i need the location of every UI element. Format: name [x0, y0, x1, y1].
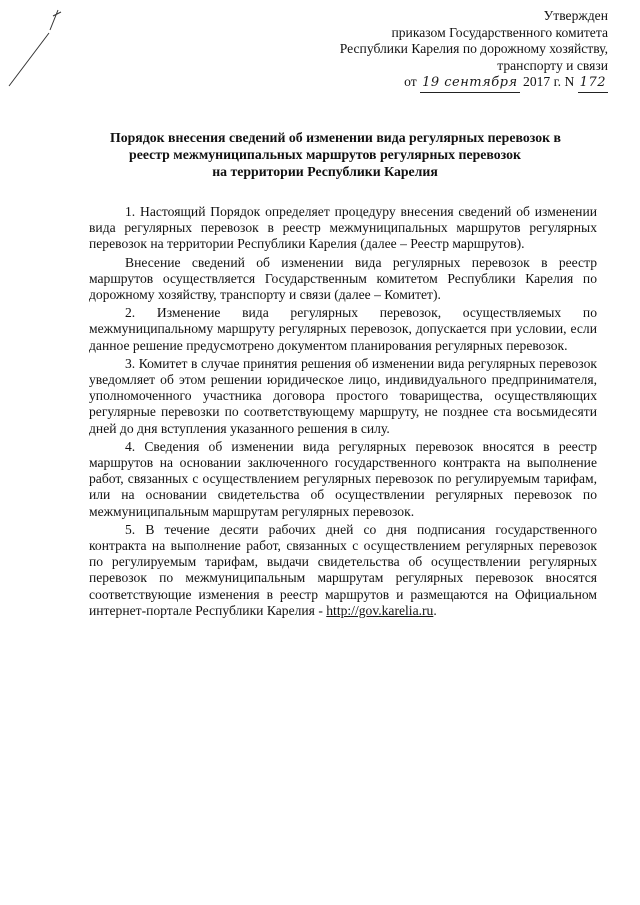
paragraph: Внесение сведений об изменении вида регулярных перевозок в реестр маршрутов осуществляется Государственным комитетом Республики Карелия по дорожному хозяйству, транспорту и связи (далее – Комитет). [89, 254, 597, 303]
paragraph-text: 5. В течение десяти рабочих дней со дня подписания государственного контракта на выполнение работ, связанных с осуществлением регулярных перевозок по регулируемым тарифам, выдачи свидетельства об осуществлении регулярных перевозок по межмуниципальным маршрутам регулярных перевозок вносятся соответствующие изменения в реестр маршрутов и размещаются на Официальном интернет-портале Республики Карелия - [89, 521, 597, 618]
paragraph: 3. Комитет в случае принятия решения об изменении вида регулярных перевозок уведомляет об этом решении юридическое лицо, индивидуального предпринимателя, уполномоченного участника договора простого товарищества, осуществляющих регулярные перевозки по соответствующему маршруту, не позднее ста восьмидесяти дней до дня вступления указанного решения в силу. [89, 355, 597, 436]
handwritten-mark [3, 6, 63, 91]
document-title [110, 129, 561, 180]
approval-block [340, 8, 608, 93]
document-body [89, 204, 597, 621]
approval-line: приказом Государственного комитета [391, 24, 608, 40]
title-line: Порядок внесения сведений об изменении вида регулярных перевозок в [110, 130, 561, 145]
paragraph-end: . [433, 602, 437, 618]
paragraph: 4. Сведения об изменении вида регулярных перевозок вносятся в реестр маршрутов на основании заключенного государственного контракта на выполнение работ, связанных с осуществлением регулярных перевозок по регулируемым тарифам, или на основании свидетельства об осуществлении регулярных перевозок по межмуниципальным маршрутам регулярных перевозок. [89, 438, 597, 519]
handwritten-number: 172 [578, 75, 608, 93]
date-prefix: от [404, 74, 417, 89]
paragraph: 1. Настоящий Порядок определяет процедуру внесения сведений об изменении вида регулярных перевозок в реестр межмуниципальных маршрутов регулярных перевозок на территории Республики Карелия (далее – Реестр маршрутов). [89, 204, 597, 252]
handwritten-date: 19 сентября [420, 75, 520, 93]
paragraph: 2. Изменение вида регулярных перевозок, осуществляемых по межмуниципальному маршруту регулярных перевозок, допускается при условии, если данное решение предусмотрено документом планирования регулярных перевозок. [89, 305, 597, 353]
title-line: реестр межмуниципальных маршрутов регулярных перевозок [129, 147, 521, 162]
year-label: 2017 г. N [523, 74, 575, 89]
approval-line: Республики Карелия по дорожному хозяйству, [339, 41, 608, 56]
approval-date-line [340, 74, 608, 93]
title-line: на территории Республики Карелия [212, 164, 438, 179]
portal-link[interactable]: http://gov.karelia.ru [326, 602, 434, 618]
paragraph [89, 522, 597, 619]
approval-line: Утвержден [543, 8, 608, 23]
approval-line: транспорту и связи [497, 57, 608, 73]
